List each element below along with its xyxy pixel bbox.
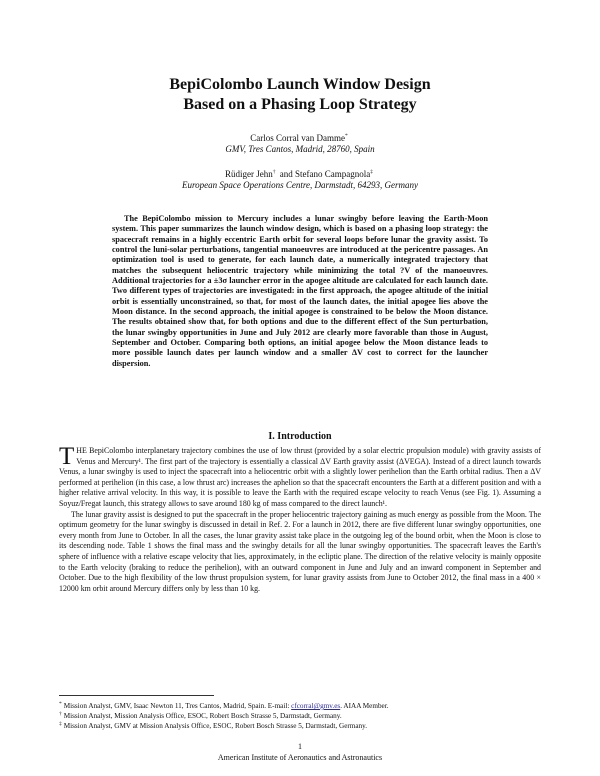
author-block-2 <box>0 169 600 191</box>
title-line-1: BepiColombo Launch Window Design <box>169 76 431 93</box>
paper-title <box>0 75 600 115</box>
footnote-tail: . AIAA Member. <box>340 702 389 710</box>
section-heading: I. Introduction <box>268 431 332 442</box>
author-name: Carlos Corral van Damme <box>250 133 345 143</box>
author-affiliation: European Space Operations Centre, Darmstadt, 64293, Germany <box>181 180 419 190</box>
author-line <box>0 133 600 144</box>
footnote-mark: † <box>272 169 276 175</box>
footnote-mark: † <box>59 710 62 717</box>
footnote-text: Mission Analyst, GMV, Isaac Newton 11, Tres Cantos, Madrid, Spain. E-mail: <box>63 702 292 710</box>
footnote-mark: * <box>59 700 62 707</box>
author-name-2: and Stefano Campagnola <box>279 169 371 179</box>
author-affiliation: GMV, Tres Cantos, Madrid, 28760, Spain <box>225 144 375 154</box>
footnote <box>59 711 541 721</box>
footnote <box>59 721 541 731</box>
footnote-text: Mission Analyst, GMV at Mission Analysis Office, ESOC, Robert Bosch Strasse 5, Darmstadt, Germany. <box>63 722 368 731</box>
paragraph-1 <box>59 443 541 510</box>
author-name: Rüdiger Jehn <box>225 169 273 179</box>
abstract: The BepiColombo mission to Mercury includes a lunar swingby before leaving the Earth-Moon system. This paper summarizes the launch window design, which is based on a phasing loop strategy: the spacecraft remains in a highly eccentric Earth orbit for several loops before lunar the gravity assist. To control the luni-solar perturbations, tangential manoeuvres are introduced at the pericentre passages. An optimization tool is used to generate, for each launch date, a numerically integrated trajectory that matches the subsequent heliocentric trajectory while minimizing the total ?V of the manoeuvres. Additional trajectories for a ±3σ launcher error in the apogee altitude are calculated for each launch date. Two different types of trajectories are investigated: in the first approach, the apogee altitude of the initial orbit is essentially unconstrained, so that, for most of the launch dates, the initial apogee lies above the Moon distance. In the second approach, the initial apogee is constrained to be below the Moon distance. The results obtained show that, for both options and due to the different effect of the Sun perturbation, the lunar swingby opportunities in June and July 2012 are clearly more favorable than those in August, September and October. Comparing both options, an initial apogee below the Moon distance leads to more possible launch dates per launch window and a smaller ΔV cost to correct for the launcher dispersion. <box>112 214 488 368</box>
footnote-divider <box>59 695 214 696</box>
paragraph-2: The lunar gravity assist is designed to put the spacecraft in the proper heliocentric trajectory gaining as much energy as possible from the Moon. The optimum geometry for the lunar swingby is discussed in detail in Ref. 2. For a launch in 2012, there are five different lunar swingby opportunities, one every month from June to October. In all the cases, the lunar gravity assist take place in the outgoing leg of the bound orbit, when the Moon is close to its descending node. Table 1 shows the final mass and the swingby details for all the lunar swingby opportunities. The spacecraft leaves the Earth's sphere of influence with a relative escape velocity that lies, approximately, in the ecliptic plane. The direction of the relative velocity is mainly opposite to the Earth velocity (braking to reduce the perihelion), with an outward component in June and July and an inward component in September and October. Due to the high flexibility of the low thrust propulsion system, for lunar gravity assists from June to October 2012, the final mass in a 400 × 12000 km orbit around Mercury differs only by less than 10 kg. <box>59 509 541 593</box>
publisher-footer: American Institute of Aeronautics and Astronautics <box>217 753 383 762</box>
footnote-mark: ‡ <box>59 721 62 728</box>
title-line-2: Based on a Phasing Loop Strategy <box>183 96 417 113</box>
email-link[interactable]: cfcorral@gmv.es <box>291 702 341 710</box>
footnote-mark: ‡ <box>370 169 373 175</box>
page-number: 1 <box>298 742 302 751</box>
footnote-mark: * <box>344 133 348 139</box>
footnote-text: Mission Analyst, Mission Analysis Office, ESOC, Robert Bosch Strasse 5, Darmstadt, Germany. <box>63 712 342 721</box>
author-line <box>0 169 600 180</box>
paragraph-1-text: HE BepiColombo interplanetary trajectory combines the use of low thrust (provided by a solar electric propulsion module) with gravity assists of Venus and Mercury¹. The first part of the trajectory is essentially a classical ΔV Earth gravity assist (ΔVEGA). Instead of a direct launch towards Venus, a lunar swingby is used to inject the spacecraft into a heliocentric orbit with a slightly lower perihelion than the Earth orbital radius. Then a ΔV performed at perihelion (in this case, a low thrust arc) increases the aphelion so that the spacecraft encounters the Earth at a different position and with a higher relative arrival velocity. In this way, it is possible to leave the Earth with the required escape velocity to reach Venus (see Fig. 1). Assuming a Soyuz/Fregat launch, this strategy allows to save around 180 kg of mass compared to the direct launch¹. <box>59 446 541 508</box>
footnote <box>59 701 541 711</box>
footnotes <box>59 701 541 732</box>
body-text <box>59 443 541 594</box>
author-block-1 <box>0 133 600 155</box>
drop-cap: T <box>59 443 75 470</box>
